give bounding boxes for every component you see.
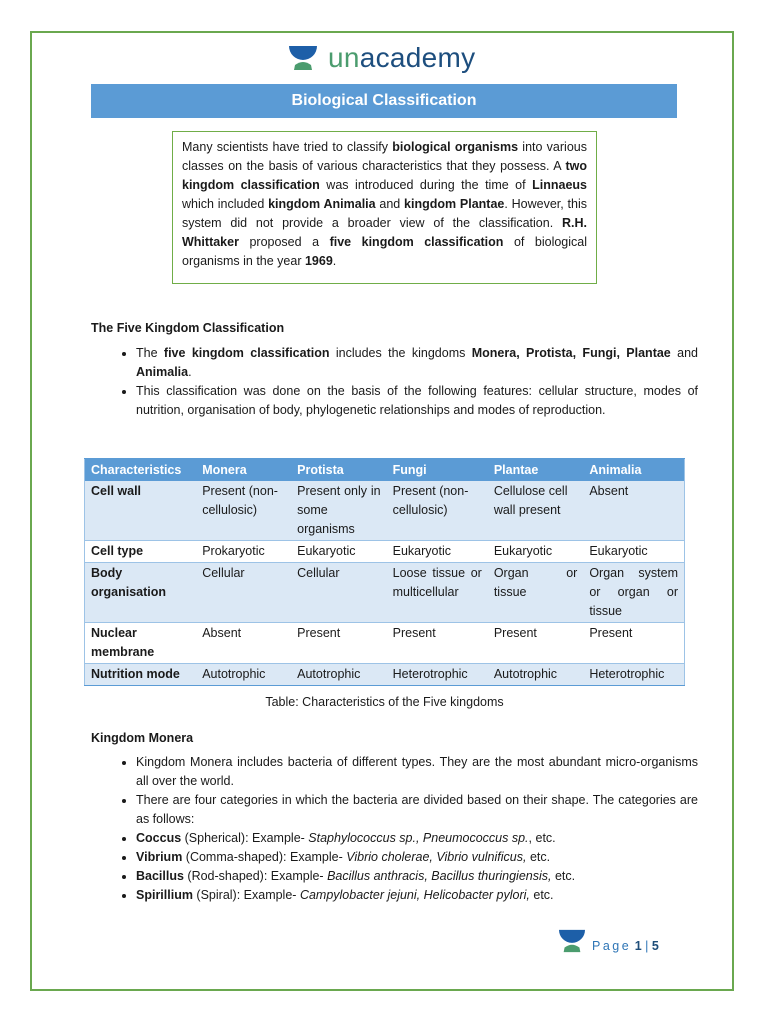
text-segment: two kingdom classification xyxy=(182,159,587,192)
table-cell: Eukaryotic xyxy=(387,541,488,563)
text-segment: Vibrium xyxy=(136,850,183,864)
text-segment: and xyxy=(670,346,698,360)
text-segment: and xyxy=(375,197,405,211)
text-segment: There are four categories in which the bacteria are divided based on their shape. The categories are as follows: xyxy=(136,793,698,826)
table-header-row xyxy=(85,459,685,482)
unacademy-logo-icon xyxy=(288,43,318,73)
table-header-cell: Plantae xyxy=(488,459,584,482)
text-segment: five kingdom classification xyxy=(329,235,504,249)
table-cell: Present xyxy=(291,623,387,664)
five-kingdom-list xyxy=(116,344,698,420)
table-cell: Present xyxy=(488,623,584,664)
table-header-cell: Animalia xyxy=(583,459,684,482)
table-cell: Present xyxy=(583,623,684,664)
row-label-cell: Cell type xyxy=(85,541,197,563)
table-cell: Cellular xyxy=(196,563,291,623)
text-segment: Vibrio cholerae, Vibrio vulnificus, xyxy=(346,850,527,864)
text-segment: . However, this system did not provide a broader view of the classification. xyxy=(182,197,587,230)
table-row xyxy=(85,541,685,563)
unacademy-footer-icon xyxy=(558,928,586,954)
text-segment: etc. xyxy=(529,888,554,902)
list-item xyxy=(136,867,698,886)
intro-text xyxy=(182,140,587,268)
text-segment: (Spherical): Example- xyxy=(181,831,309,845)
text-segment: Many scientists have tried to classify xyxy=(182,140,393,154)
table-cell: Eukaryotic xyxy=(488,541,584,563)
table-cell: Loose tissue or multicellular xyxy=(387,563,488,623)
table-cell: Heterotrophic xyxy=(387,664,488,686)
text-segment: biological organisms xyxy=(392,140,519,154)
text-segment: This classification was done on the basis of the following features: cellular structure, modes of nutrition, organisation of body, phylogenetic relationships and modes of reproduction. xyxy=(136,384,698,417)
text-segment: into various classes on the basis of various characteristics that they possess. A xyxy=(182,140,587,173)
text-segment: Monera, Protista, Fungi, Plantae xyxy=(471,346,671,360)
table-cell: Present (non-cellulosic) xyxy=(387,481,488,541)
table-header-cell: Monera xyxy=(196,459,291,482)
text-segment: Kingdom Monera includes bacteria of different types. They are the most abundant micro-organisms all over the world. xyxy=(136,755,698,788)
page-footer xyxy=(558,928,659,954)
monera-list xyxy=(116,753,698,905)
text-segment: Bacillus xyxy=(136,869,184,883)
table-header-cell: Protista xyxy=(291,459,387,482)
text-segment: Campylobacter jejuni, Helicobacter pylori, xyxy=(299,888,530,902)
table-cell: Autotrophic xyxy=(488,664,584,686)
text-segment: R.H. Whittaker xyxy=(182,216,587,249)
text-segment: 1969 xyxy=(304,254,333,268)
kingdoms-table xyxy=(84,458,685,686)
text-segment: (Comma-shaped): Example- xyxy=(182,850,347,864)
table-cell: Present (non-cellulosic) xyxy=(196,481,291,541)
table-header-cell: Characteristics xyxy=(85,459,197,482)
text-segment: etc. xyxy=(551,869,576,883)
unacademy-logo xyxy=(288,40,475,76)
table-cell: Prokaryotic xyxy=(196,541,291,563)
table-cell: Present only in some organisms xyxy=(291,481,387,541)
table-cell: Absent xyxy=(583,481,684,541)
table-cell: Eukaryotic xyxy=(583,541,684,563)
text-segment: five kingdom classification xyxy=(163,346,330,360)
text-segment: Staphylococcus sp., Pneumococcus sp. xyxy=(308,831,529,845)
table-row xyxy=(85,623,685,664)
table-cell: Present xyxy=(387,623,488,664)
text-segment: . xyxy=(188,365,192,379)
text-segment: kingdom Animalia xyxy=(268,197,376,211)
text-segment: . xyxy=(332,254,337,268)
list-item xyxy=(136,848,698,867)
table-cell: Autotrophic xyxy=(291,664,387,686)
list-item xyxy=(136,829,698,848)
page-title: Biological Classification xyxy=(91,84,677,118)
text-segment: Coccus xyxy=(136,831,182,845)
page-number: Page 1 | 5 xyxy=(592,939,659,953)
text-segment: Linnaeus xyxy=(532,178,587,192)
text-segment: was introduced during the time of xyxy=(319,178,533,192)
five-kingdom-heading: The Five Kingdom Classification xyxy=(91,321,285,335)
text-segment: includes the kingdoms xyxy=(329,346,472,360)
list-item xyxy=(136,382,698,420)
text-segment: (Spiral): Example- xyxy=(192,888,300,902)
text-segment: of biological organisms in the year xyxy=(182,235,588,268)
row-label-cell: Cell wall xyxy=(85,481,197,541)
list-item xyxy=(136,753,698,791)
table-row xyxy=(85,481,685,541)
text-segment: which included xyxy=(182,197,269,211)
text-segment: proposed a xyxy=(238,235,330,249)
table-cell: Organ or tissue xyxy=(488,563,584,623)
text-segment: Animalia xyxy=(136,365,189,379)
row-label-cell: Body organisation xyxy=(85,563,197,623)
text-segment: etc. xyxy=(526,850,551,864)
list-item xyxy=(136,886,698,905)
monera-heading: Kingdom Monera xyxy=(91,731,194,745)
table-cell: Cellular xyxy=(291,563,387,623)
table-row xyxy=(85,563,685,623)
list-item xyxy=(136,344,698,382)
row-label-cell: Nuclear membrane xyxy=(85,623,197,664)
text-segment: The xyxy=(136,346,164,360)
table-cell: Absent xyxy=(196,623,291,664)
text-segment: Spirillium xyxy=(136,888,193,902)
table-caption: Table: Characteristics of the Five kingdoms xyxy=(265,695,504,709)
list-item xyxy=(136,791,698,829)
text-segment: (Rod-shaped): Example- xyxy=(183,869,328,883)
table-row xyxy=(85,664,685,686)
table-cell: Eukaryotic xyxy=(291,541,387,563)
logo-wordmark: unacademy xyxy=(328,42,476,73)
table-cell: Heterotrophic xyxy=(583,664,684,686)
row-label-cell: Nutrition mode xyxy=(85,664,197,686)
text-segment: kingdom Plantae xyxy=(404,197,505,211)
text-segment: , etc. xyxy=(528,831,556,845)
table-cell: Autotrophic xyxy=(196,664,291,686)
table-cell: Cellulose cell wall present xyxy=(488,481,584,541)
intro-box xyxy=(172,131,597,284)
table-header-cell: Fungi xyxy=(387,459,488,482)
table-cell: Organ system or organ or tissue xyxy=(583,563,684,623)
text-segment: Bacillus anthracis, Bacillus thuringiensis, xyxy=(327,869,552,883)
